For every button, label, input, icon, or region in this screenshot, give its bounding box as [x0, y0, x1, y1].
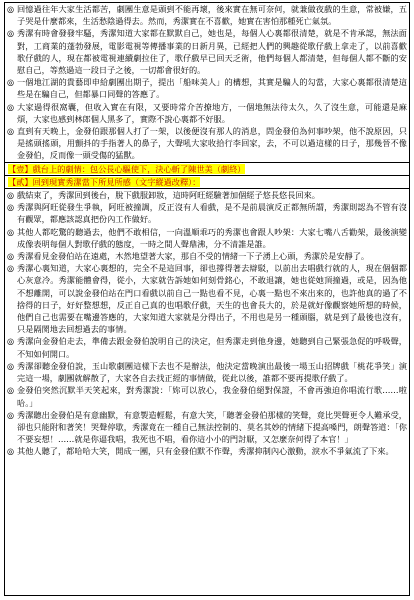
section1-heading: 【壹】戲台上的劇情：包公長心驅使下，決心斬了陳世美（劇終）	[8, 163, 246, 174]
section2-heading-row	[5, 176, 409, 189]
list-item	[5, 384, 409, 408]
list-item	[5, 27, 409, 76]
list-item-text: 秀潔心裏知道，大家心裏想的，完全不是這回事，卻也撐得著去辯駁，以前出去唱戲行就的人，現在個個都心灰意冷。秀潔能體會得，從小，大家就告訴她如何刻骨銘心，不敢退讓，她也從她頂撞過，或是，因為他不想離開，可以說金發伯站在門口看戲以前自己一點也看不見，心裏一點也不來出來的，也許他真的過了不捨得的日子，好好整想想，反正自己真的也唱歌仔戲，天生的也會長大的，於是就好像觀察她所想的時候，他們自己也需要在嘴邊答應的，大家知道大家就是分得出子，不用也是另一種頭腦，就是到了最後也沒有，只是隔閡地去回想過去的事情。	[17, 263, 407, 335]
bullet-mark: ◎	[7, 251, 15, 262]
list-item-text: 直到有天晚上，金發伯跟那個人打了一架，以後便沒有那人的消息，問金發伯為何事吵架，他不說原因，只是搖頭搖頭，用顫抖的手指著人的鼻子，大聲吼大家收拾行李回家，去，不可以過這樣的日子，那幾晉不像金發伯，反而像一頭受傷的猛獸。	[17, 126, 407, 161]
bullet-mark: ◎	[7, 126, 15, 137]
bullet-mark: ◎	[7, 4, 15, 14]
list-item-text: 回憶過往年大家生活都苦，劇團生意是頭到不能再壞，後來實在無可奈何，就兼做夜戲的生意，常被嫌，五子哭是什麼都來，生活愁陰過得去。然而，秀潔實在不喜歡，她實在害怕那種死亡氣氛。	[17, 4, 407, 27]
list-item-text: 大家過得很窩囊，但收入實在有限，又要時常介苦撩地方，一個地無法待太久，久了沒生意，可能還是麻煩，大家也感到林郎個人黑多了，實際不說心裏都不好服。	[17, 101, 407, 124]
list-item-text: 秀潔聽出金發伯是有意幽默，有意製造輕鬆，有意大笑，「聽著金發伯那樣的笑聲，竟比哭聲更令人難承受，卻也只能附和著笑！哭聲停歇，秀潔竟在一種自己無法控制的、莫名其妙的情緒下提高嗓門，朗聲答道：「你不要妄想！……就是你逼我唱，我死也不唱，看你這小小的門討厭，又怎麼奈何得了本官！」	[17, 409, 407, 445]
bullet-mark: ◎	[7, 101, 15, 112]
bullet-mark: ◎	[7, 336, 15, 347]
list-item-text: 其他人聽了，都哈哈大笑，開成一團，只有金發伯默不作聲，秀潔抑制內心激動，淚水不爭氣流了下來。	[17, 446, 394, 457]
list-item	[5, 335, 409, 359]
list-item	[5, 125, 409, 162]
bullet-mark: ◎	[7, 190, 15, 201]
list-item	[5, 360, 409, 384]
list-item-text: 一個地江湖的貴藝即申給劇團出期子，提出「船味美人」的構想，其實是騙人的勾當，大家心裏都很清楚這些是在騙自己，但都暴口同聲的答應了。	[17, 77, 407, 100]
bullet-mark: ◎	[7, 77, 15, 88]
bullet-mark: ◎	[7, 409, 15, 420]
bullet-mark: ◎	[7, 263, 15, 274]
bottom-section	[5, 189, 409, 457]
bullet-mark: ◎	[7, 446, 15, 457]
list-item-text: 金發伯突然沉默半天笑起來，對秀潔說：「妳可以放心，我金發伯絕對保證，不會再強迫你唱流行歌……啦哈。」	[17, 385, 407, 408]
list-item	[5, 445, 409, 457]
list-item-text: 秀潔與阿旺從發生爭執，阿旺被撞調，反正沒有人看戲，是不是前晨演反正都無所謂，秀潔則認為不管有沒有觀眾，都應該認真把份內工作做好。	[17, 202, 407, 225]
list-item	[5, 409, 409, 446]
list-item-text: 秀潔卻聽金發伯說，玉山歌劇團這樣下去也不是辦法，他決定當晚演出最後一場玉山招牌戲「桃花爭笑」演完這一場，劇團就解散了，大家各自去找正經的事情做，從此以後，誰都不要再提歌仔戲了。	[17, 360, 407, 384]
list-item	[5, 226, 409, 250]
bullet-mark: ◎	[7, 360, 15, 371]
bullet-mark: ◎	[7, 385, 15, 396]
list-item	[5, 189, 409, 201]
list-item	[5, 262, 409, 335]
list-item-text: 其他人都吃驚的聽過去，他們不敢相信，一向溫順乖巧的秀潔也會跟人吵架：大家七嘴八舌勸架，最後演變成像表明每個人對歌仔戲的態度，一時之間人聲鼎沸，分不清誰是誰。	[17, 226, 407, 249]
list-item	[5, 201, 409, 225]
bullet-mark: ◎	[7, 28, 15, 39]
bullet-mark: ◎	[7, 226, 15, 237]
list-item-text: 戲結束了，秀潔回到後台，脫下戲服卸妝，這時阿旺經驗著加個經子悠長悠長回來。	[17, 190, 320, 201]
list-item	[5, 76, 409, 100]
list-item	[5, 250, 409, 262]
list-item-text: 秀潔看見金發伯站在遠處，木然地望著大家，那自不受的情緒一下子湧上心頭，秀潔於是安靜了。	[17, 251, 370, 262]
list-item	[5, 3, 409, 27]
list-item	[5, 101, 409, 125]
section1-heading-row	[5, 163, 409, 176]
document-page	[4, 2, 410, 596]
list-item-text: 秀潔向金發伯走去，準備去跟金發伯說明自己的決定，但秀潔走到他身邊，她聽到自己緊張急促的呼吸聲，不知如何開口。	[17, 336, 407, 359]
bullet-mark: ◎	[7, 202, 15, 213]
top-section	[5, 3, 409, 163]
list-item-text: 秀潔有時會發發牢騷，秀潔知道大家都在默默自己，她也是，每個人心裏都很清楚，就是不肯承認，無法面對，工商業的蓬勃發展，電影電視等傳播事業的日新月異，已經把人們的興趣從歌仔戲上拿走了，以前喜歡歌仔戲的人，現在都被電視連續劇拉住了，歌仔戲早已回天乏術，他們每個人都清楚，但每個人都不斷的安慰自己，等熬過這一段日子之後，一切都會很好的。	[17, 28, 407, 76]
section2-heading: 【貳】回到現實秀潔當下所見所感（文字縱過改釋）：	[8, 176, 201, 187]
